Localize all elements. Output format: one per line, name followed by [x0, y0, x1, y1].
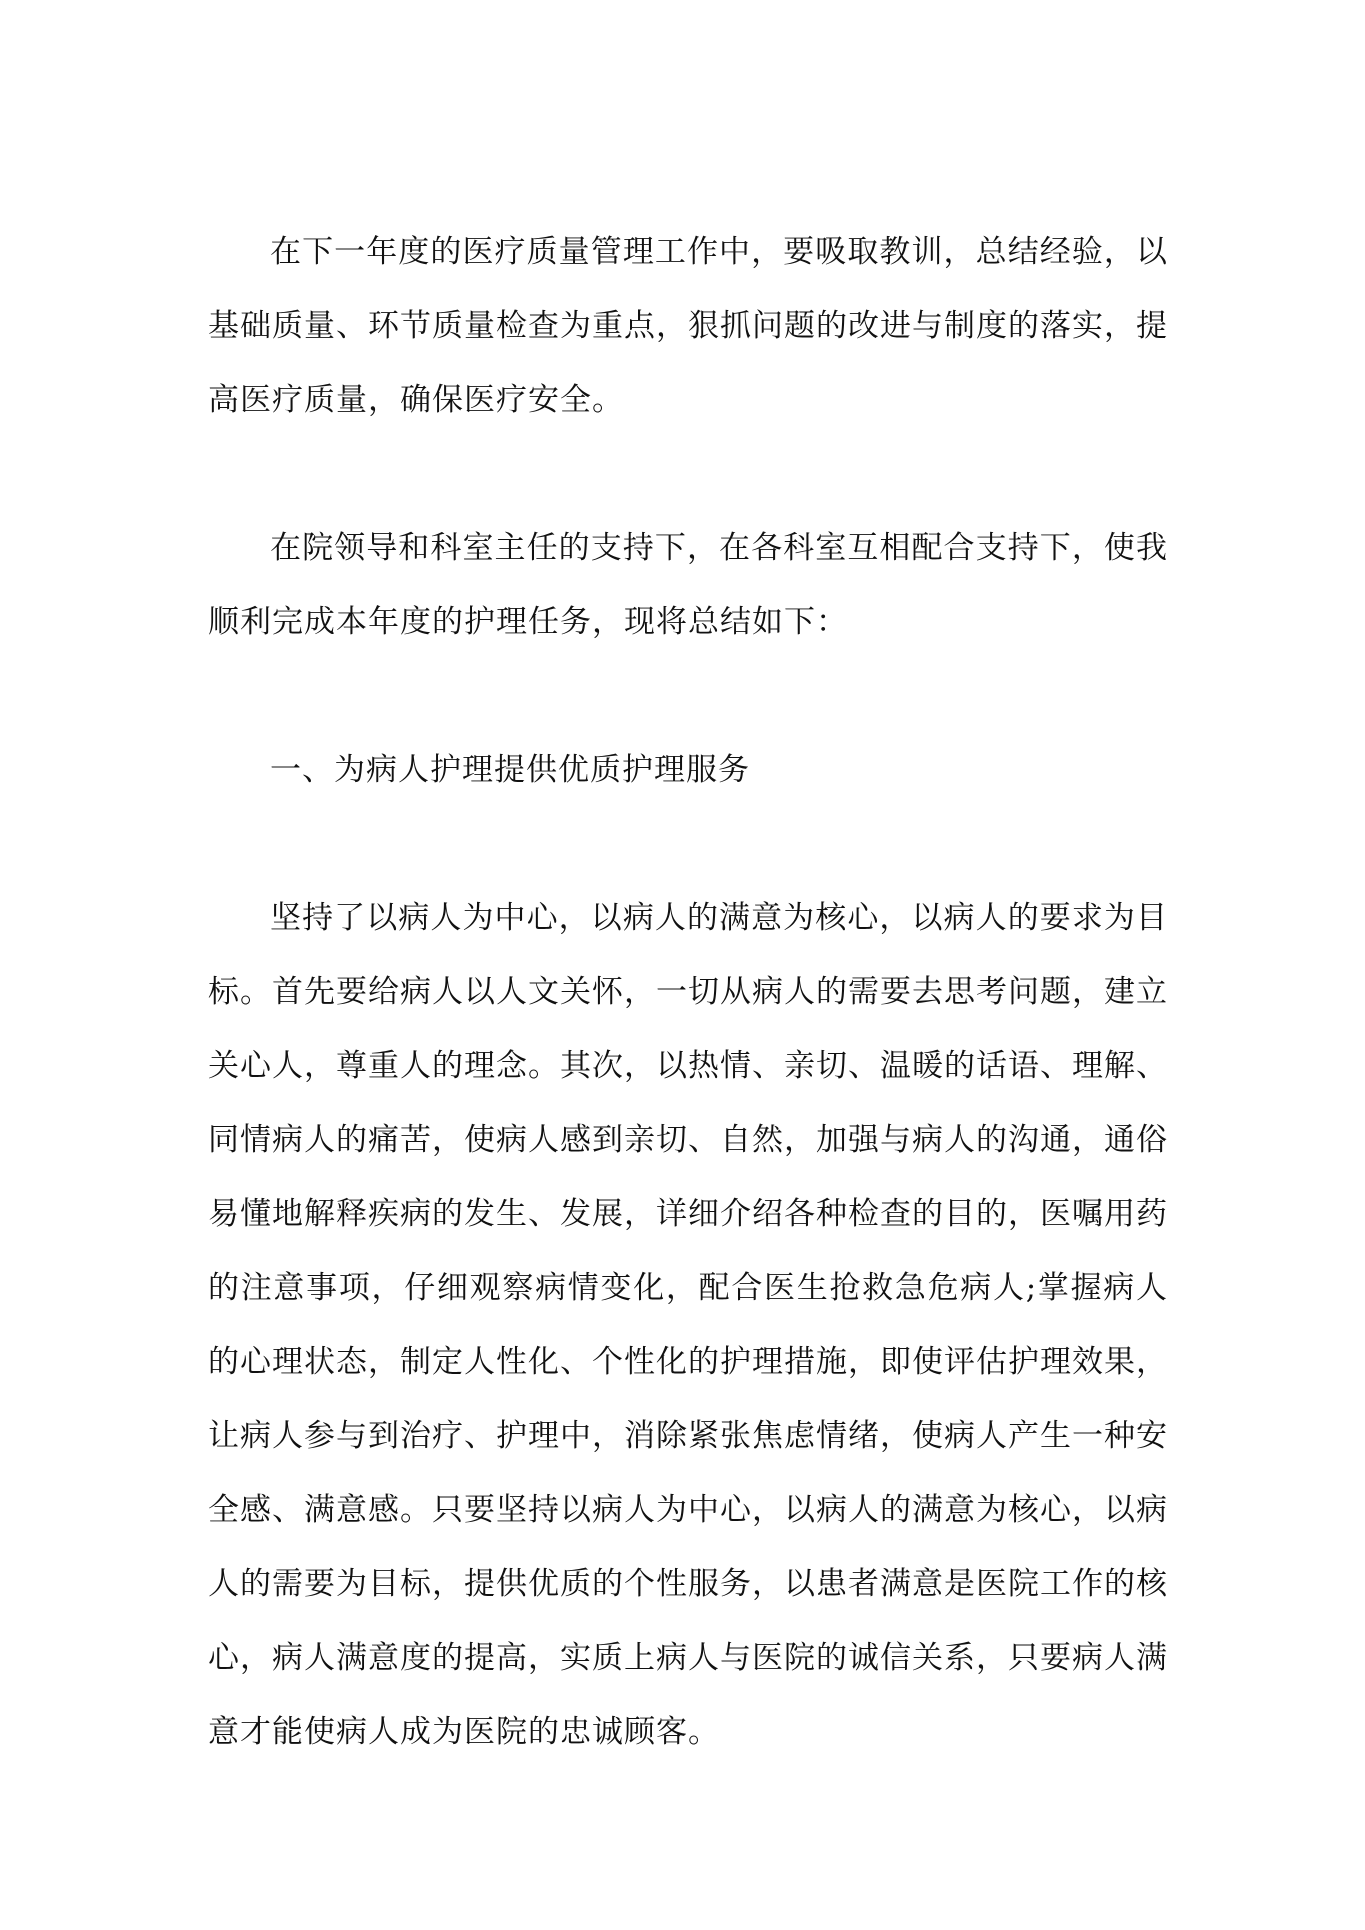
document-body	[208, 215, 1168, 1769]
paragraph-intro: 在院领导和科室主任的支持下，在各科室互相配合支持下，使我顺利完成本年度的护理任务，现将总结如下：	[208, 530, 1168, 640]
paragraph-quality-management: 在下一年度的医疗质量管理工作中，要吸取教训，总结经验，以基础质量、环节质量检查为重点，狠抓问题的改进与制度的落实，提高医疗质量，确保医疗安全。	[208, 234, 1168, 418]
section-heading: 一、为病人护理提供优质护理服务	[270, 752, 750, 788]
paragraph-patient-care: 坚持了以病人为中心，以病人的满意为核心，以病人的要求为目标。首先要给病人以人文关怀，一切从病人的需要去思考问题，建立关心人，尊重人的理念。其次，以热情、亲切、温暖的话语、理解、同情病人的痛苦，使病人感到亲切、自然，加强与病人的沟通，通俗易懂地解释疾病的发生、发展，详细介绍各种检查的目的，医嘱用药的注意事项，仔细观察病情变化，配合医生抢救急危病人;掌握病人的心理状态，制定人性化、个性化的护理措施，即使评估护理效果，让病人参与到治疗、护理中，消除紧张焦虑情绪，使病人产生一种安全感、满意感。只要坚持以病人为中心，以病人的满意为核心，以病人的需要为目标，提供优质的个性服务，以患者满意是医院工作的核心，病人满意度的提高，实质上病人与医院的诚信关系，只要病人满意才能使病人成为医院的忠诚顾客。	[208, 900, 1168, 1750]
